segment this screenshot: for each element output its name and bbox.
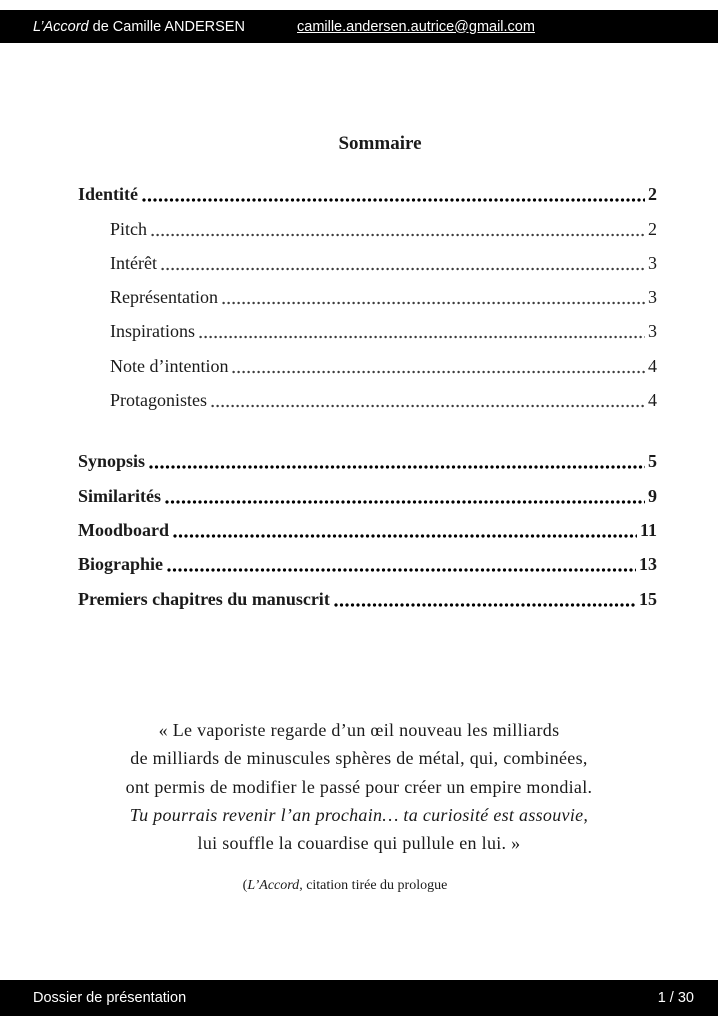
toc-leader-dots <box>167 568 636 572</box>
toc-row[interactable] <box>78 212 657 246</box>
toc-row[interactable] <box>78 514 657 548</box>
toc-entry-page: 5 <box>648 451 657 472</box>
toc-leader-dots <box>334 603 636 607</box>
toc-leader-dots <box>199 335 645 339</box>
page-title: Sommaire <box>338 133 422 154</box>
quote-citation <box>0 878 704 894</box>
quote-line: lui souffle la couardise qui pullule en lui. » <box>197 833 521 854</box>
toc-entry-label: Représentation <box>110 287 218 308</box>
toc-leader-dots <box>142 198 645 202</box>
toc-entry-page: 11 <box>639 519 657 540</box>
toc-list <box>78 178 657 617</box>
toc-leader-dots <box>232 370 645 374</box>
toc-entry-label: Biographie <box>78 554 164 575</box>
toc-row[interactable] <box>78 178 657 212</box>
toc-row[interactable] <box>78 315 657 349</box>
quote-line: « Le vaporiste regarde d’un œil nouveau les milliards <box>158 720 560 740</box>
toc-entry-label: Inspirations <box>110 321 195 342</box>
header-title-book: L’Accord <box>33 18 89 35</box>
header-title-author: de Camille ANDERSEN <box>88 18 245 35</box>
toc-row[interactable] <box>78 247 657 281</box>
toc-leader-dots <box>161 267 645 271</box>
header-title <box>33 10 245 43</box>
toc-leader-dots <box>165 500 645 504</box>
quote-line: de milliards de minuscules sphères de métal, qui, combinées, <box>130 748 588 769</box>
toc-row[interactable] <box>78 349 657 383</box>
quote-line: ont permis de modifier le passé pour créer un empire mondial. <box>125 776 593 797</box>
toc-entry-page: 3 <box>648 321 657 342</box>
toc-entry-page: 3 <box>648 287 657 308</box>
toc-entry-label: Premiers chapitres du manuscrit <box>78 588 330 609</box>
toc-entry-label: Intérêt <box>110 252 157 273</box>
toc-entry-page: 9 <box>648 485 657 506</box>
toc-leader-dots <box>151 233 645 237</box>
citation-book-title: L’Accord <box>247 878 300 893</box>
toc-row[interactable] <box>78 479 657 513</box>
toc-leader-dots <box>222 301 645 305</box>
toc-entry-page: 4 <box>648 355 657 376</box>
toc-entry-page: 2 <box>648 218 657 239</box>
toc-entry-page: 3 <box>648 252 657 273</box>
quote-line: Tu pourrais revenir l’an prochain… ta curiosité est assouvie, <box>129 804 589 825</box>
citation-rest: , citation tirée du prologue <box>299 878 448 893</box>
toc-row[interactable] <box>78 548 657 582</box>
toc-entry-label: Similarités <box>78 485 161 506</box>
footer-doc-label: Dossier de présentation <box>33 990 187 1006</box>
toc-entry-page: 2 <box>648 184 657 205</box>
footer-page-number: 1 / 30 <box>657 990 694 1006</box>
toc-leader-dots <box>149 465 645 469</box>
toc-entry-page: 15 <box>639 588 657 609</box>
toc-row[interactable] <box>78 281 657 315</box>
toc-entry-label: Protagonistes <box>110 390 207 411</box>
toc-entry-label: Synopsis <box>78 451 146 472</box>
toc-row[interactable] <box>78 445 657 479</box>
toc-leader-dots <box>173 534 637 538</box>
header-email-link[interactable]: camille.andersen.autrice@gmail.com <box>297 18 535 35</box>
toc-row[interactable] <box>78 582 657 616</box>
quote-block <box>0 716 718 857</box>
toc-entry-page: 4 <box>648 390 657 411</box>
toc-entry-label: Moodboard <box>78 519 170 540</box>
toc-row[interactable] <box>78 384 657 418</box>
toc-leader-dots <box>211 404 645 408</box>
toc-entry-page: 13 <box>639 554 657 575</box>
header-bar <box>0 10 718 43</box>
toc-entry-label: Pitch <box>110 218 148 239</box>
citation-prefix: ( <box>242 878 248 893</box>
toc-entry-label: Identité <box>78 184 138 205</box>
footer-bar <box>0 980 718 1016</box>
toc-entry-label: Note d’intention <box>110 355 229 376</box>
